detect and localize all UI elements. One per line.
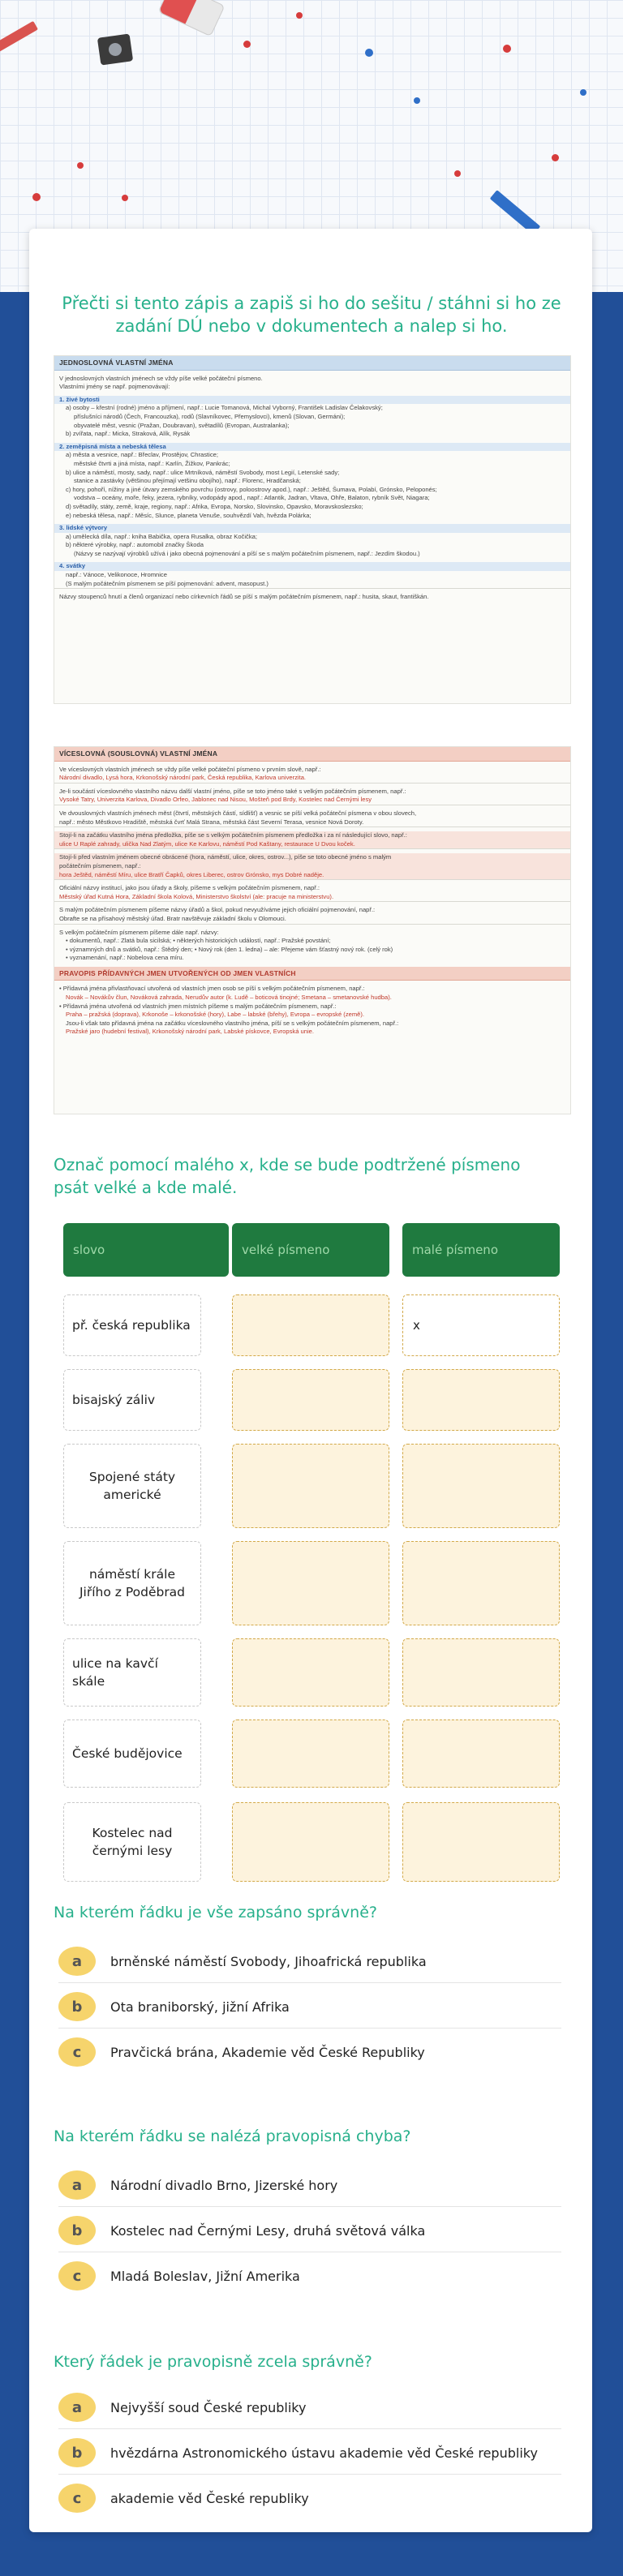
q1-option-c[interactable] (58, 2031, 561, 2073)
excerpt-line: • vyznamenání, např.: Nobelova cena míru. (66, 954, 184, 962)
table-row-word: náměstí krále Jiřího z Poděbrad (63, 1541, 201, 1625)
excerpt-line: ulice U Raplé zahrady, ulička Nad Zlatým, ulice Ke Karlovu, náměstí Pod Kaštany, restaurace U Dvou koček. (54, 840, 570, 849)
excerpt-line: a) města a vesnice, např.: Břeclav, Prostějov, Chrastice; (66, 451, 218, 459)
decor-dot (122, 195, 128, 201)
table-row-word: České budějovice (63, 1719, 201, 1788)
option-letter-badge: b (58, 2216, 96, 2245)
q1-option-b[interactable] (58, 1986, 561, 2028)
excerpt-title: JEDNOSLOVNÁ VLASTNÍ JMÉNA (54, 356, 570, 371)
answer-cell-capital[interactable] (232, 1802, 389, 1882)
option-text: Kostelec nad Černými Lesy, druhá světová válka (110, 2222, 426, 2239)
instruction-line: Označ pomocí malého x, kde se bude podtržené písmeno (54, 1155, 521, 1174)
option-letter-badge: c (58, 2484, 96, 2513)
option-letter-badge: c (58, 2037, 96, 2067)
excerpt-line: Obrafte se na přísahový městský úřad. Bratr navštěvuje základní školu v Olomouci. (59, 914, 286, 922)
divider (58, 2474, 561, 2475)
answer-cell-lowercase[interactable] (402, 1719, 560, 1788)
excerpt-line: • Přídavná jména utvořená od vlastních jmen místních píšeme s malým počátečním písmenem, např.: (59, 1002, 337, 1010)
option-letter-badge: b (58, 1992, 96, 2021)
excerpt-line: Stojí-li na začátku vlastního jména předložka, píše se s velkým počátečním písmenem předložka i za ní následující slovo, např.: (54, 831, 570, 840)
option-text: Nejvyšší soud České republiky (110, 2399, 307, 2415)
decor-dot (32, 193, 41, 201)
excerpt-line: Vysoké Tatry, Univerzita Karlova, Divadlo Orfeo, Jablonec nad Nisou, Mošteň pod Brdy, Kostelec nad Černými lesy (59, 796, 372, 804)
table-row-word: Spojené státy americké (63, 1444, 201, 1528)
excerpt-line: • významných dnů a svátků, např.: Štědrý den; • Nový rok (den 1. ledna) – ale: Přejeme vám šťastný nový rok. (celý rok) (66, 945, 393, 953)
answer-cell-capital[interactable] (232, 1638, 389, 1707)
excerpt-line: Názvy stoupenců hnutí a členů organizací nebo církevních řádů se píší s malým počátečním písmenem, např.: husita, skaut, františkán. (59, 593, 429, 601)
decor-dot (243, 41, 251, 48)
instruction-line: psát velké a kde malé. (54, 1178, 238, 1197)
excerpt-line: Městský úřad Kutná Hora, Základní škola Kolová, Ministerstvo školství (ale: pracuje na ministerstvu). (59, 892, 334, 900)
option-text: Ota braniborský, jižní Afrika (110, 1999, 290, 2015)
excerpt-line: např.: Vánoce, Velikonoce, Hromnice (66, 571, 167, 579)
excerpt-line: 1. živé bytosti (54, 396, 570, 405)
decor-dot (296, 12, 303, 19)
answer-cell-lowercase[interactable] (402, 1444, 560, 1528)
excerpt-line: Vlastními jmény se např. pojmenovávají: (59, 383, 170, 391)
excerpt-line: počátečním písmenem, např.: (54, 862, 570, 871)
excerpt-subtitle: PRAVOPIS PŘÍDAVNÝCH JMEN UTVOŘENÝCH OD JMEN VLASTNÍCH (54, 967, 570, 981)
excerpt-line: Pražské jaro (hudební festival), Krkonošský národní park, Labské pískovce, Evropská unie. (66, 1028, 315, 1036)
question-2-title: Na kterém řádku se nalézá pravopisná chyba? (54, 2127, 411, 2145)
q1-option-a[interactable] (58, 1940, 561, 1982)
excerpt-line: Oficiální názvy institucí, jako jsou úřady a školy, píšeme s velkým počátečním písmenem, např.: (59, 884, 320, 892)
answer-cell-lowercase[interactable] (402, 1638, 560, 1707)
answer-cell-capital[interactable] (232, 1719, 389, 1788)
q2-option-a[interactable] (58, 2164, 561, 2206)
option-text: Národní divadlo Brno, Jizerské hory (110, 2177, 338, 2193)
excerpt-line: d) světadíly, státy, země, kraje, regiony, např.: Afrika, Evropa, Norsko, Slovinsko, Opavsko, Moravskoslezsko; (66, 502, 363, 510)
question-3-title: Který řádek je pravopisně zcela správně? (54, 2353, 372, 2371)
sharpener-icon (97, 33, 133, 65)
option-letter-badge: a (58, 1947, 96, 1976)
excerpt-line: městské čtvrti a jiná místa, např.: Karlín, Žižkov, Pankrác; (74, 459, 230, 467)
excerpt-line: příslušníci národů (Čech, Francouzka), rodů (Slavníkovec, Přemyslovci), kmenů (Slovan, Germáni); (74, 412, 346, 420)
option-text: Mladá Boleslav, Jižní Amerika (110, 2268, 300, 2284)
excerpt-line: obyvatelé měst, vesnic (Pražan, Doubravan), světadílů (Evropan, Australanka); (74, 421, 290, 429)
excerpt-line: (Názvy se nazývají výrobků užívá i jako obecná pojmenování a píší se s malým počátečním písmenem, např.: Jezdím škodou.) (74, 549, 420, 557)
decor-dot (503, 45, 511, 53)
question-1-title: Na kterém řádku je vše zapsáno správně? (54, 1904, 377, 1921)
answer-cell-capital[interactable] (232, 1541, 389, 1625)
textbook-excerpt-multi-word-names (54, 746, 571, 1114)
instruction-read (45, 292, 578, 337)
excerpt-line: Ve víceslovných vlastních jménech se vždy píše velké počáteční písmeno v prvním slově, např.: (59, 765, 321, 773)
divider (58, 1982, 561, 1983)
answer-cell-lowercase[interactable] (402, 1369, 560, 1431)
textbook-excerpt-single-word-names (54, 355, 571, 704)
option-text: hvězdárna Astronomického ústavu akademie věd České republiky (110, 2445, 538, 2461)
answer-cell-capital[interactable] (232, 1294, 389, 1356)
decor-dot (77, 162, 84, 169)
excerpt-line: b) ulice a náměstí, mosty, sady, např.: ulice Mrtníková, náměstí Svobody, most Legií, Letenské sady; (66, 468, 340, 476)
excerpt-line: Jsou-li však tato přídavná jména na začátku víceslovného vlastního jména, píší se s velkým počátečním písmenem, např.: (66, 1019, 399, 1027)
option-letter-badge: a (58, 2393, 96, 2422)
instruction-line: zadání DÚ nebo v dokumentech a nalep si ho. (115, 316, 508, 336)
excerpt-line: 3. lidské výtvory (54, 524, 570, 533)
q3-option-b[interactable] (58, 2432, 561, 2474)
excerpt-line: S malým počátečním písmenem píšeme názvy úřadů a škol, pokud nevyužíváme jejich oficiální pojmenování, např.: (59, 906, 376, 914)
decor-dot (365, 49, 373, 57)
answer-cell-lowercase[interactable] (402, 1802, 560, 1882)
excerpt-line: Stojí-li před vlastním jménem obecné obrácené (hora, náměstí, ulice, okres, ostrov...), píše se toto obecné jméno s malým (54, 853, 570, 862)
q2-option-c[interactable] (58, 2255, 561, 2297)
excerpt-line: b) zvířata, např.: Micka, Straková, Alík, Rysák (66, 430, 191, 438)
instruction-line: Přečti si tento zápis a zapiš si ho do sešitu / stáhni si ho ze (62, 294, 561, 313)
option-text: Pravčická brána, Akademie věd České Republiky (110, 2044, 425, 2060)
q2-option-b[interactable] (58, 2209, 561, 2252)
table-row-word (63, 1369, 201, 1431)
table-header-word: slovo (63, 1223, 229, 1277)
option-text: brněnské náměstí Svobody, Jihoafrická republika (110, 1953, 427, 1969)
excerpt-line: hora Ještěd, náměstí Míru, ulice Bratří Čapků, okres Liberec, ostrov Grónsko, mys Dobré naděje. (54, 871, 570, 880)
decor-dot (552, 154, 559, 161)
answer-cell-capital[interactable] (232, 1444, 389, 1528)
table-row-word: Kostelec nad černými lesy (63, 1802, 201, 1882)
excerpt-line: • Přídavná jména přivlastňovací utvořená od vlastních jmen osob se píší s velkým počátečním písmenem, např.: (59, 985, 365, 993)
decor-dot (454, 170, 461, 177)
excerpt-line: c) hory, pohoří, nížiny a jiné útvary zemského povrchu (ostrovy, poloostrovy apod.), např.: Ještěd, Šumava, Polabí, Grónsko, Peloponés; (66, 485, 437, 493)
excerpt-line: vodstva – oceány, moře, řeky, jezera, rybníky, vodopády apod., např.: Atlantik, Jadran, Vltava, Ohře, Balaton, rybník Svět, Niagara; (74, 494, 430, 502)
excerpt-line: Novák – Novákův člun, Nováková zahrada, Nerudův autor (k. Ludě – boticová tinojné; Smetana – smetanovské hudba). (66, 994, 392, 1002)
table-header-lowercase: malé písmeno (402, 1223, 560, 1277)
answer-cell-capital[interactable] (232, 1369, 389, 1431)
excerpt-line: • dokumentů, např.: Zlatá bula sicilská; • některých historických událostí, např.: Pražské povstání; (66, 937, 331, 945)
excerpt-line: 4. svátky (54, 562, 570, 571)
divider (58, 2428, 561, 2429)
divider (58, 2206, 561, 2207)
word-text: bisajský záliv (72, 1393, 156, 1407)
excerpt-line: stanice a zastávky (většinou přejímají vetšinu obojího), např.: Florenc, Hradčanská; (74, 477, 301, 485)
excerpt-line: 2. zeměpisná místa a nebeská tělesa (54, 443, 570, 452)
excerpt-line: b) některé výrobky, např.: automobil značky Škoda (66, 541, 204, 549)
q3-option-a[interactable] (58, 2386, 561, 2428)
excerpt-line: e) nebeská tělesa, např.: Měsíc, Slunce, planeta Venuše, souhvězdí Vah, hvězda Polárka; (66, 511, 312, 519)
instruction-mark (54, 1153, 573, 1199)
excerpt-line: Národní divadlo, Lysá hora, Krkonošský národní park, Česká republika, Karlova univerzita. (59, 774, 307, 782)
option-letter-badge: a (58, 2170, 96, 2200)
answer-cell-lowercase[interactable]: x (402, 1294, 560, 1356)
divider (58, 2028, 561, 2029)
excerpt-line: např.: město Městkovo Hradiště, městská čvrť Malá Strana, městská část Severní Terasa, vesnice Nová Doroty. (59, 818, 364, 826)
excerpt-line: Je-li součástí víceslovného vlastního názvu další vlastní jméno, píše se toto jméno také s velkým počátečním písmenem, např.: (59, 787, 406, 795)
excerpt-line: (S malým počátečním písmenem se píší pojmenování: advent, masopust.) (66, 579, 269, 587)
option-text: akademie věd České republiky (110, 2490, 309, 2506)
excerpt-line: a) umělecká díla, např.: kniha Babička, opera Rusalka, obraz Kočička; (66, 532, 257, 540)
option-letter-badge: b (58, 2438, 96, 2467)
q3-option-c[interactable] (58, 2477, 561, 2519)
excerpt-line: Ve dvouslovných vlastních jménech měst (čtvrtí, městských částí, sídlišť) a vesnic se píší velká počáteční písmena v obou slovech, (59, 809, 417, 817)
excerpt-line: Praha – pražská (doprava), Krkonoše – krkonošské (hory), Labe – labské (břehy), Evropa – evropské (země). (66, 1011, 365, 1019)
table-header-capital: velké písmeno (232, 1223, 389, 1277)
excerpt-line: a) osoby – křestní (rodné) jméno a příjmení, např.: Lucie Tomanová, Michal Vyborný, František Ladislav Čelakovský; (66, 404, 383, 412)
excerpt-line: S velkým počátečním písmenem píšeme dále např. názvy: (59, 928, 219, 936)
excerpt-title: VÍCESLOVNÁ (SOUSLOVNÁ) VLASTNÍ JMÉNA (54, 747, 570, 762)
decor-dot (414, 97, 420, 104)
table-row-word: př. česká republika (63, 1294, 201, 1356)
answer-cell-lowercase[interactable] (402, 1541, 560, 1625)
excerpt-line: V jednoslovných vlastních jménech se vždy píše velké počáteční písmeno. (59, 374, 263, 382)
option-letter-badge: c (58, 2261, 96, 2290)
decor-dot (580, 89, 586, 96)
table-row-word: ulice na kavčí skále (63, 1638, 201, 1707)
